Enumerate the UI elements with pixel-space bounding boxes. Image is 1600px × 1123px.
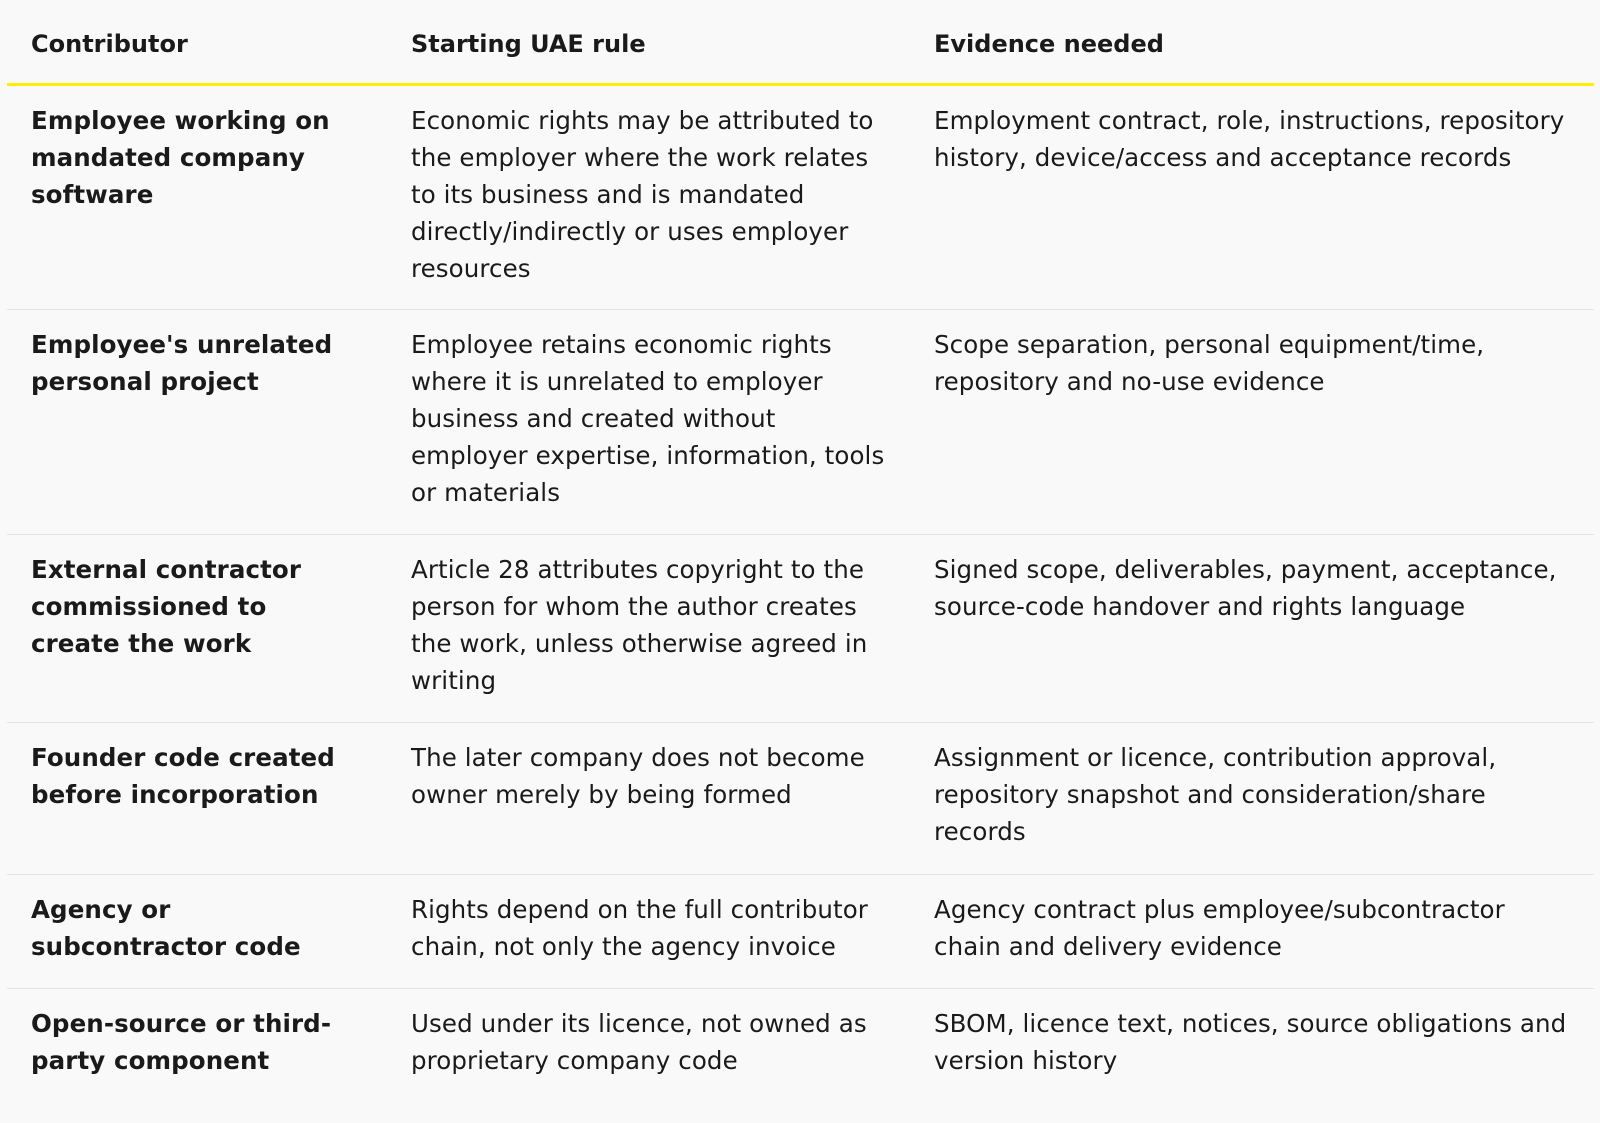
evidence-cell: SBOM, licence text, notices, source obligations and version history [934, 1008, 1567, 1075]
contributor-cell: Agency or subcontractor code [7, 874, 387, 988]
evidence-cell: Assignment or licence, contribution approval, repository snapshot and consideration/share records [910, 722, 1594, 874]
table-row [7, 722, 1594, 874]
evidence-cell: Agency contract plus employee/subcontractor chain and delivery evidence [910, 874, 1594, 988]
table-body [7, 84, 1594, 1110]
evidence-cell: Employment contract, role, instructions, repository history, device/access and acceptance records [910, 84, 1594, 309]
contributor-cell: Founder code created before incorporation [7, 722, 387, 874]
table-row [7, 309, 1594, 534]
rule-cell: Article 28 attributes copyright to the person for whom the author creates the work, unless otherwise agreed in writing [387, 534, 910, 722]
rule-cell: Economic rights may be attributed to the employer where the work relates to its business and is mandated directly/indirectly or uses employer resources [387, 84, 910, 309]
rule-cell: Used under its licence, not owned as proprietary company code [411, 1008, 867, 1075]
column-header-contributor: Contributor [7, 0, 387, 84]
rule-cell: The later company does not become owner merely by being formed [387, 722, 910, 874]
header-row [7, 0, 1594, 84]
contributor-rights-table [7, 0, 1594, 1110]
contributor-cell: Employee working on mandated company software [7, 84, 387, 309]
column-header-starting-rule: Starting UAE rule [387, 0, 910, 84]
rule-cell: Employee retains economic rights where it is unrelated to employer business and created without employer expertise, information, tools or materials [387, 309, 910, 534]
evidence-cell: Scope separation, personal equipment/time, repository and no-use evidence [910, 309, 1594, 534]
evidence-cell: Signed scope, deliverables, payment, acceptance, source-code handover and rights language [910, 534, 1594, 722]
table-row [7, 988, 1594, 1110]
table-row [7, 874, 1594, 988]
contributor-cell: Open-source or third-party component [31, 1008, 332, 1075]
contributor-cell: Employee's unrelated personal project [7, 309, 387, 534]
table-row [7, 84, 1594, 309]
table-row [7, 534, 1594, 722]
column-header-evidence: Evidence needed [910, 0, 1594, 84]
contributor-cell: External contractor commissioned to create the work [7, 534, 387, 722]
contributor-rights-table-container [7, 0, 1594, 1110]
table-header [7, 0, 1594, 84]
rule-cell: Rights depend on the full contributor chain, not only the agency invoice [387, 874, 910, 988]
